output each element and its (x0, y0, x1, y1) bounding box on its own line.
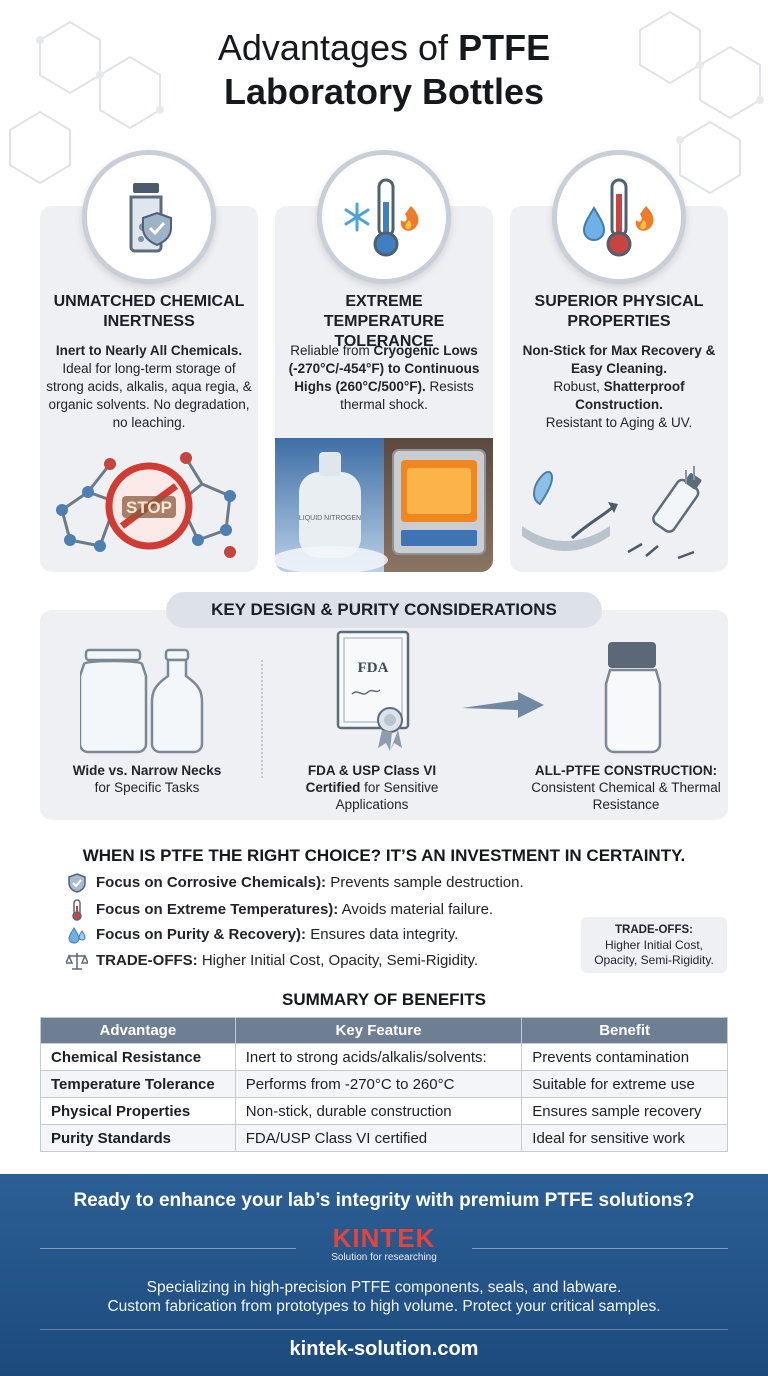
choice-bold: Focus on Corrosive Chemicals): (96, 874, 327, 891)
table-header: Key Feature (235, 1018, 522, 1044)
tradeoff-title: TRADE-OFFS: (615, 924, 693, 936)
logo-rule-right (472, 1248, 728, 1249)
ptfe-bottle-icon (600, 640, 666, 754)
fda-bold: FDA & USP Class VI Certified (305, 763, 437, 795)
droplet-thermometer-flame-icon (552, 150, 686, 284)
card-title: UNMATCHED CHEMICAL INERTNESS (53, 293, 245, 330)
choice-bold: TRADE-OFFS: (96, 952, 198, 969)
summary-heading: SUMMARY OF BENEFITS (281, 990, 486, 1009)
table-header: Advantage (41, 1018, 236, 1044)
card-bold-text: Inert to Nearly All Chemicals. (55, 343, 243, 358)
table-cell: Inert to strong acids/alkalis/solvents: (235, 1044, 522, 1071)
logo-tagline: Solution for researching (331, 1252, 437, 1263)
bottle-shield-icon (82, 150, 216, 284)
dewar-oven-photo (275, 438, 493, 572)
card-bold-text-1: Non-Stick for Max Recovery & Easy Cleaning. (522, 343, 716, 376)
table-cell: Non-stick, durable construction (235, 1098, 522, 1125)
logo-wordmark: KINTEK (332, 1223, 436, 1253)
dewar-label: LIQUID NITROGEN (298, 515, 362, 522)
design-heading: KEY DESIGN & PURITY CONSIDERATIONS (166, 592, 602, 628)
card-body-text-1: Robust, (553, 379, 600, 394)
thermometer-icon (66, 899, 88, 921)
summary-table (40, 1017, 728, 1152)
wide-narrow-label (52, 762, 242, 796)
card-bold-text: Cryogenic Lows (-270°C/-454°F) to Continuous Highs (260°C/500°F). (288, 343, 480, 394)
card-text (275, 342, 493, 414)
choice-item (66, 951, 478, 971)
table-cell: Ensures sample recovery (522, 1098, 728, 1125)
fda-logo: FDA (357, 660, 389, 676)
fda-certificate-icon (334, 628, 414, 756)
tradeoff-line2: Opacity, Semi-Rigidity. (594, 953, 714, 967)
choice-bold: Focus on Extreme Temperatures): (96, 901, 339, 918)
table-cell: Prevents contamination (522, 1044, 728, 1071)
tradeoff-line1: Higher Initial Cost, (604, 938, 704, 952)
stop-label: STOP (126, 498, 172, 517)
table-header: Benefit (522, 1018, 728, 1044)
table-cell: Ideal for sensitive work (522, 1125, 728, 1152)
divider (261, 660, 263, 778)
table-cell: Physical Properties (41, 1098, 236, 1125)
card-text (510, 342, 728, 432)
choice-heading: WHEN IS PTFE THE RIGHT CHOICE? IT’S AN INVESTMENT IN CERTAINTY. (82, 846, 686, 865)
necks-text: for Specific Tasks (94, 780, 200, 795)
tradeoff-callout (581, 917, 727, 973)
choice-text: Ensures data integrity. (310, 926, 459, 943)
molecule-stop-illustration (40, 440, 258, 572)
table-row (41, 1098, 728, 1125)
title-line2: Laboratory Bottles (223, 71, 545, 112)
website-link[interactable]: kintek-solution.com (289, 1338, 479, 1360)
fda-label (288, 762, 456, 813)
choice-bold: Focus on Purity & Recovery): (96, 926, 307, 943)
card-post-text: Resists thermal shock. (340, 379, 474, 412)
card-text (40, 342, 258, 432)
droplets-icon (66, 925, 88, 945)
wide-narrow-bottles-icon (80, 646, 210, 756)
card-bold-text-2: Shatterproof Construction. (575, 379, 685, 412)
necks-bold: Wide vs. Narrow Necks (72, 763, 222, 778)
card-title: EXTREME TEMPERATURE TOLERANCE (323, 293, 445, 350)
all-ptfe-bold: ALL-PTFE CONSTRUCTION: (534, 763, 718, 778)
logo-rule-left (40, 1248, 296, 1249)
all-ptfe-text: Consistent Chemical & Thermal Resistance (531, 780, 721, 812)
page-title (0, 26, 768, 114)
kintek-logo[interactable] (306, 1224, 462, 1270)
choice-item (66, 873, 524, 893)
footer-divider (40, 1329, 728, 1330)
shield-icon (66, 873, 88, 893)
card-body-text-2: Resistant to Aging & UV. (545, 415, 693, 430)
choice-item (66, 925, 458, 945)
table-row (41, 1044, 728, 1071)
balance-scale-icon (66, 951, 88, 971)
choice-text: Avoids material failure. (341, 901, 494, 918)
card-title: SUPERIOR PHYSICAL PROPERTIES (534, 293, 704, 330)
all-ptfe-label (528, 762, 724, 813)
table-cell: Chemical Resistance (41, 1044, 236, 1071)
footer-cta: Ready to enhance your lab’s integrity with premium PTFE solutions? (73, 1190, 695, 1211)
nonstick-shatterproof-illustration (510, 452, 728, 572)
table-cell: FDA/USP Class VI certified (235, 1125, 522, 1152)
table-row (41, 1071, 728, 1098)
footer-description (0, 1278, 768, 1316)
choice-item (66, 899, 493, 921)
arrow-right-icon (462, 688, 546, 722)
card-pre-text: Reliable from (290, 343, 370, 358)
choice-text: Higher Initial Cost, Opacity, Semi-Rigidity. (201, 952, 479, 969)
card-body-text: Ideal for long-term storage of strong acids, alkalis, aqua regia, & organic solvents. No degradation, no leaching. (46, 361, 252, 430)
table-cell: Suitable for extreme use (522, 1071, 728, 1098)
table-cell: Purity Standards (41, 1125, 236, 1152)
title-bold: PTFE (458, 27, 551, 68)
table-cell: Performs from -270°C to 260°C (235, 1071, 522, 1098)
footer-line1: Specializing in high-precision PTFE components, seals, and labware. (146, 1279, 622, 1296)
fda-text: for Sensitive Applications (335, 780, 439, 812)
snowflake-thermometer-flame-icon (317, 150, 451, 284)
table-row (41, 1125, 728, 1152)
footer-banner (0, 1174, 768, 1376)
choice-text: Prevents sample destruction. (330, 874, 524, 891)
table-header-row (41, 1018, 728, 1044)
footer-line2: Custom fabrication from prototypes to high volume. Protect your critical samples. (107, 1298, 661, 1315)
title-light: Advantages of (217, 27, 449, 68)
table-cell: Temperature Tolerance (41, 1071, 236, 1098)
